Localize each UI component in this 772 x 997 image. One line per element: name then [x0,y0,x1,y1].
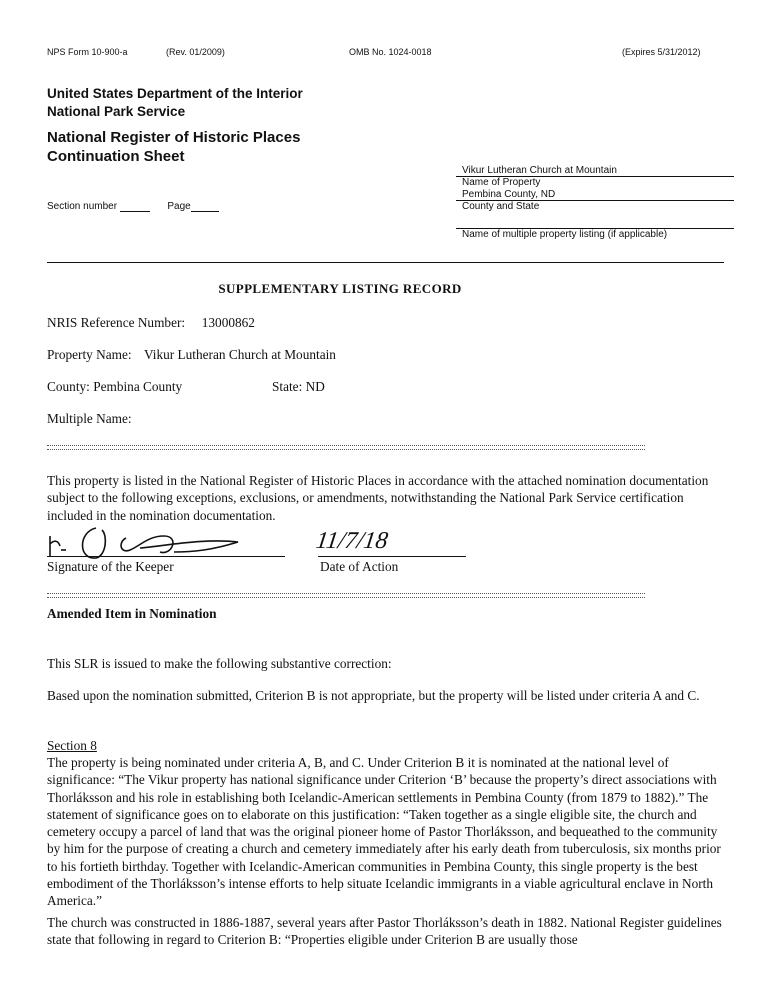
multiple-name-label: Multiple Name: [47,411,132,426]
nris-row [47,314,255,331]
amended-divider [47,593,645,598]
amended-intro: This SLR is issued to make the following substantive correction: [47,656,392,671]
form-number: NPS Form 10-900-a [47,47,128,57]
property-name-value: Vikur Lutheran Church at Mountain [462,165,617,176]
county-state-label: County and State [456,200,734,213]
omb-number: OMB No. 1024-0018 [349,47,432,57]
section-8-text: The property is being nominated under criteria A, B, and C. Under Criterion B it is nominated at the national level of significance: “The Vikur property has national significance under Criterion ‘B’ because the property’s direct associations with Thorláksson and his role in establishing both Icelandic-American settlements in Pembina County (from 1879 to 1882).” The statement of significance goes on to elaborate on this justification: “Taken together as a single eligible site, the church and cemetery occupy a parcel of land that was the original pioneer home of Pastor Thorláksson, and bequeathed to the community by him for the purpose of creating a church and cemetery immediately after his early death from tuberculosis, six months prior to his fortieth birthday. Together with Icelandic-American communities in Pembina County, this single property is the best embodiment of the Thorláksson’s intense efforts to help situate Icelandic immigrants in a viable agricultural enclave in North America.” [47,755,721,909]
county-row [47,378,182,395]
nris-label: NRIS Reference Number: [47,315,186,330]
continuation-sheet-title: Continuation Sheet [47,148,185,165]
listing-statement: This property is listed in the National Register of Historic Places in accordance with the attached nomination documentation subject to the following exceptions, exclusions, or amendments, notwithstanding the National Park Service certification included in the nomination documentation. [47,473,709,523]
service-name: National Park Service [47,104,186,119]
property-box [456,165,734,241]
state-row [272,378,325,395]
property-name-row [47,346,336,363]
date-of-action-label: Date of Action [320,559,399,574]
agency-block [47,85,303,121]
state-label: State: [272,379,303,394]
form-expiration: (Expires 5/31/2012) [622,47,701,57]
section-divider [47,445,645,450]
form-revision: (Rev. 01/2009) [166,47,225,57]
closing-paragraph: The church was constructed in 1886-1887, several years after Pastor Thorláksson’s death in 1882. National Register guidelines state that following in regard to Criterion B: “Properties eligible under Criterion B are usually those [47,915,722,948]
signature-line [47,556,285,557]
slr-title: SUPPLEMENTARY LISTING RECORD [218,281,462,296]
county-value: Pembina County [93,379,183,394]
department-name: United States Department of the Interior [47,86,303,101]
multiple-listing-label: Name of multiple property listing (if applicable) [456,228,734,241]
header-divider [47,262,724,263]
state-value: ND [305,379,325,394]
section-number-field [120,201,150,212]
county-state-value: Pembina County, ND [462,189,556,200]
section-number-label: Section number [47,201,118,212]
county-label: County: [47,379,90,394]
amended-correction: Based upon the nomination submitted, Criterion B is not appropriate, but the property will be listed under criteria A and C. [47,688,700,703]
keeper-signature-label: Signature of the Keeper [47,559,174,574]
property-name-field-value: Vikur Lutheran Church at Mountain [143,347,336,362]
handwritten-date: 11/7/18 [314,528,390,554]
amended-heading: Amended Item in Nomination [47,606,217,621]
register-title: National Register of Historic Places [47,129,301,146]
nris-value: 13000862 [201,315,255,330]
section-8-heading: Section 8 [47,738,97,753]
page-label: Page [167,201,191,212]
register-block [47,128,300,166]
page-field [191,201,219,212]
property-name-field-label: Property Name: [47,347,132,362]
section-number-line [47,201,219,212]
date-line [318,556,466,557]
property-name-label: Name of Property [456,176,734,189]
